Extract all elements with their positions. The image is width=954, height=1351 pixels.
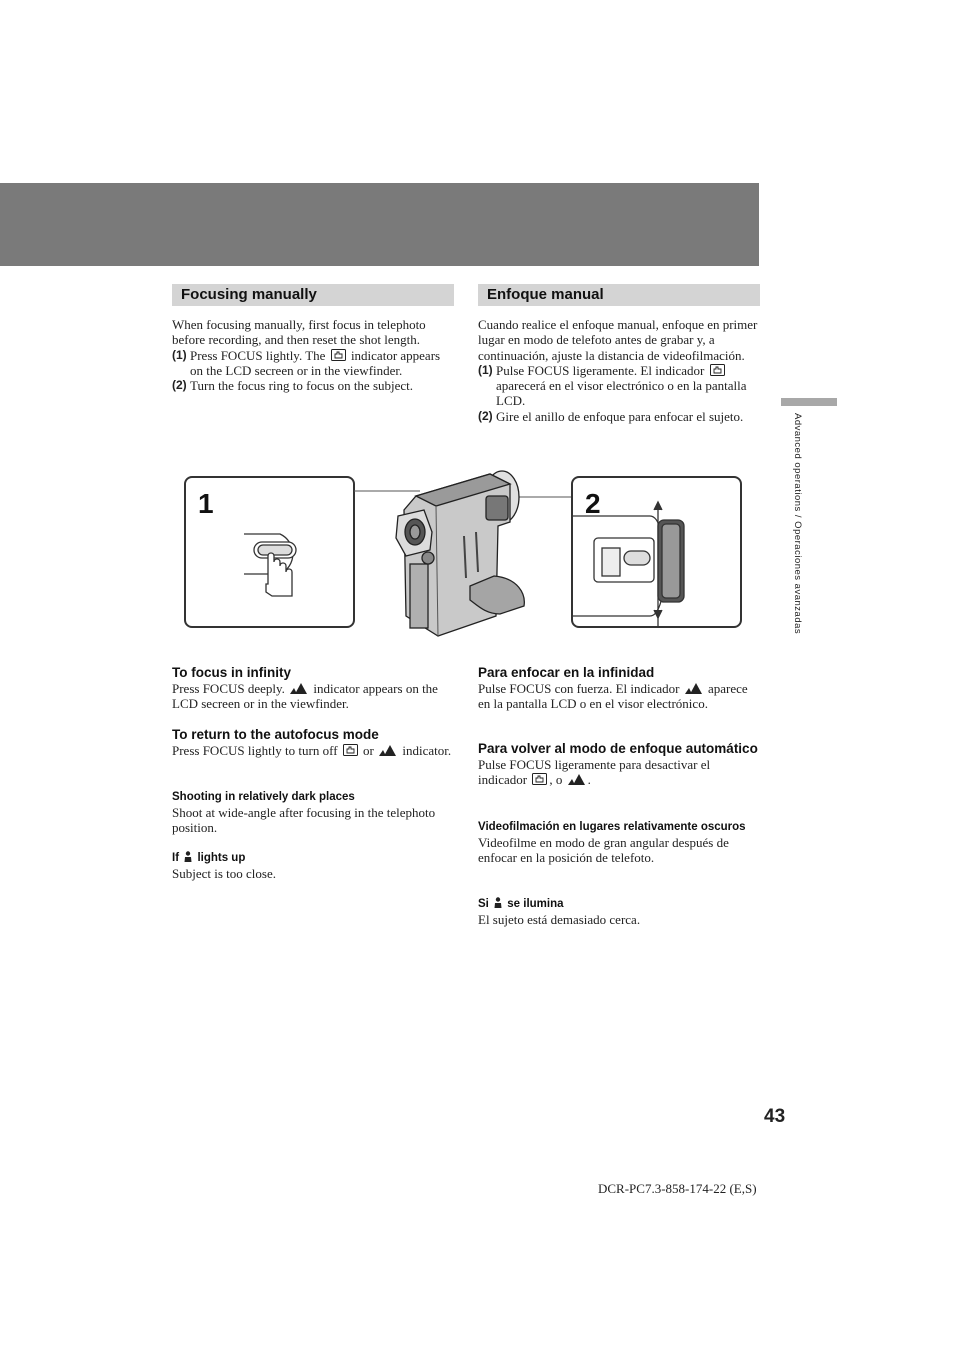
body-text xyxy=(478,757,760,788)
dark-section-english xyxy=(172,790,454,836)
autofocus-section-english xyxy=(172,727,454,758)
person-icon xyxy=(184,851,192,862)
infinity-section-english xyxy=(172,665,454,712)
text-span: Si xyxy=(478,898,489,910)
body-text: El sujeto está demasiado cerca. xyxy=(478,912,641,927)
text-span: . xyxy=(587,772,591,788)
text-span: aparece en la pantalla LCD o en el visor electrónico. xyxy=(478,681,748,712)
camcorder-figure xyxy=(180,466,746,638)
step-text: indicator appears on the LCD secreen or in the viewfinder. xyxy=(190,347,441,378)
model-code: DCR-PC7.3-858-174-22 (E,S) xyxy=(598,1181,757,1196)
infinity-mountain-icon xyxy=(290,683,308,694)
step-text: Turn the focus ring to focus on the subject. xyxy=(190,378,414,394)
step-text: Press FOCUS lightly. The xyxy=(190,347,326,363)
dark-section-spanish xyxy=(478,820,760,866)
manual-focus-hand-icon xyxy=(331,349,346,361)
side-tab-label: Advanced operations / Operaciones avanzadas xyxy=(792,413,803,635)
subheading xyxy=(478,897,760,912)
subheading: Para enfocar en la infinidad xyxy=(478,665,655,680)
step-2-spanish xyxy=(478,409,760,424)
subheading: Shooting in relatively dark places xyxy=(172,791,355,803)
step-2-english xyxy=(172,378,454,393)
step-1-spanish xyxy=(478,363,760,409)
person-icon xyxy=(494,897,502,908)
english-column xyxy=(172,284,454,393)
body-text: Shoot at wide-angle after focusing in the telephoto position. xyxy=(172,805,436,836)
camcorder-illustration xyxy=(396,471,524,636)
body-text xyxy=(172,743,454,758)
step-text: Gire el anillo de enfoque para enfocar el sujeto. xyxy=(496,408,744,424)
manual-focus-hand-icon xyxy=(710,364,725,376)
text-span: lights up xyxy=(197,852,246,864)
intro-english: When focusing manually, first focus in telephoto before recording, and then reset the shot length. xyxy=(172,317,426,348)
spanish-column xyxy=(478,284,760,424)
panel-1-label: 1 xyxy=(198,488,214,519)
text-span: indicator appears on the LCD secreen or in the viewfinder. xyxy=(172,681,438,712)
text-span: Press FOCUS deeply. xyxy=(172,681,285,696)
infinity-section-spanish xyxy=(478,665,760,712)
autofocus-section-spanish xyxy=(478,741,760,788)
infinity-mountain-icon xyxy=(685,683,703,694)
body-text xyxy=(478,681,760,712)
top-banner xyxy=(0,183,759,266)
step-text: aparecerá en el visor electrónico o en la pantalla LCD. xyxy=(496,378,747,409)
body-text xyxy=(172,681,454,712)
text-span: indicator. xyxy=(402,743,452,758)
subheading: Videofilmación en lugares relativamente oscuros xyxy=(478,821,746,833)
intro-spanish: Cuando realice el enfoque manual, enfoque en primer lugar en modo de telefoto antes de grabar y, a continuación, ajuste la distancia de videofilmación. xyxy=(478,317,758,363)
text-span: Press FOCUS lightly to turn off xyxy=(172,743,338,758)
step-number: (2) xyxy=(478,408,493,423)
text-span: Pulse FOCUS ligeramente para desactivar el indicador xyxy=(478,757,711,788)
side-tab-bar xyxy=(781,398,837,406)
subheading: Para volver al modo de enfoque automático xyxy=(478,741,758,756)
page-number: 43 xyxy=(764,1106,786,1127)
lights-section-english xyxy=(172,851,454,881)
step-text: Pulse FOCUS ligeramente. El indicador xyxy=(496,362,705,378)
manual-focus-hand-icon xyxy=(343,744,358,756)
step-1-english xyxy=(172,348,454,379)
subheading: To focus in infinity xyxy=(172,665,291,680)
text-span: If xyxy=(172,852,180,864)
step-number: (1) xyxy=(172,347,187,362)
panel-2-label: 2 xyxy=(585,488,601,519)
infinity-mountain-icon xyxy=(379,745,397,756)
subheading: To return to the autofocus mode xyxy=(172,727,379,742)
subheading xyxy=(172,851,454,866)
text-span: Pulse FOCUS con fuerza. El indicador xyxy=(478,681,680,696)
lights-section-spanish xyxy=(478,897,760,927)
body-text: Subject is too close. xyxy=(172,866,276,881)
text-span: se ilumina xyxy=(507,898,564,910)
text-span: or xyxy=(363,743,374,758)
section-heading-english: Focusing manually xyxy=(172,284,454,306)
infinity-mountain-icon xyxy=(568,774,586,785)
step-number: (1) xyxy=(478,362,493,377)
section-heading-spanish: Enfoque manual xyxy=(478,284,760,306)
body-text: Videofilme en modo de gran angular después de enfocar en la posición de telefoto. xyxy=(478,835,729,866)
step-number: (2) xyxy=(172,378,187,393)
text-span: , o xyxy=(549,772,563,788)
manual-focus-hand-icon xyxy=(532,773,547,785)
